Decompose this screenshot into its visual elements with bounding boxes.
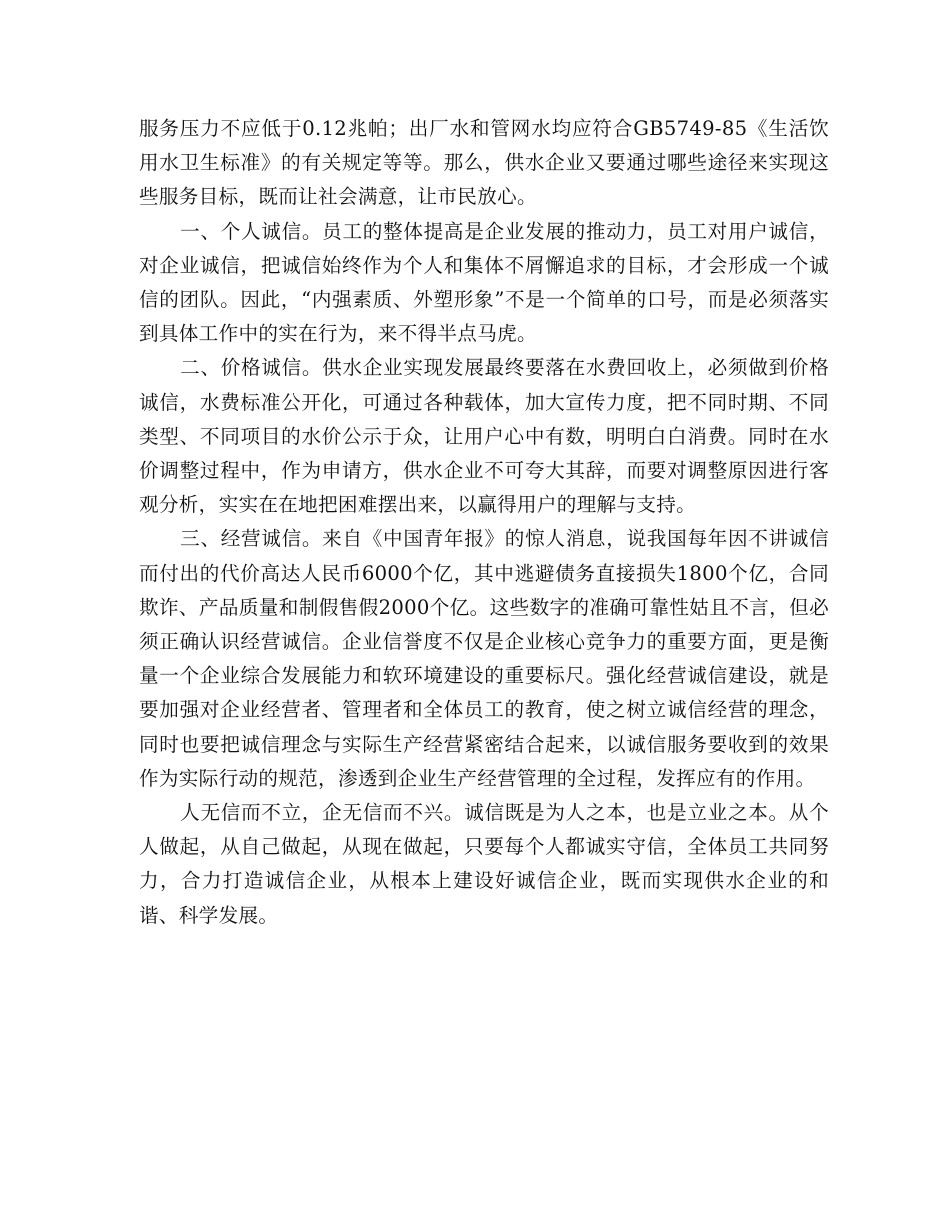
paragraph-conclusion: 人无信而不立，企无信而不兴。诚信既是为人之本，也是立业之本。从个人做起，从自己做起，从现在做起，只要每个人都诚实守信，全体员工共同努力，合力打造诚信企业，从根本上建设好诚信企业，既而实现供水企业的和谐、科学发展。: [139, 801, 829, 927]
paragraph-price-integrity: 二、价格诚信。供水企业实现发展最终要落在水费回收上，必须做到价格诚信，水费标准公开化，可通过各种载体，加大宣传力度，把不同时期、不同类型、不同项目的水价公示于众，让用户心中有数，明明白白消费。同时在水价调整过程中，作为申请方，供水企业不可夸大其辞，而要对调整原因进行客观分析，实实在在地把困难摆出来，以赢得用户的理解与支持。: [139, 356, 829, 517]
paragraph-business-integrity: 三、经营诚信。来自《中国青年报》的惊人消息，说我国每年因不讲诚信而付出的代价高达人民币6000个亿，其中逃避债务直接损失1800个亿，合同欺诈、产品质量和制假售假2000个亿。这些数字的准确可靠性姑且不言，但必须正确认识经营诚信。企业信誉度不仅是企业核心竞争力的重要方面，更是衡量一个企业综合发展能力和软环境建设的重要标尺。强化经营诚信建设，就是要加强对企业经营者、管理者和全体员工的教育，使之树立诚信经营的理念，同时也要把诚信理念与实际生产经营紧密结合起来，以诚信服务要收到的效果作为实际行动的规范，渗透到企业生产经营管理的全过程，发挥应有的作用。: [139, 527, 829, 790]
document-body: [139, 112, 829, 933]
paragraph-continuation: 服务压力不应低于0.12兆帕；出厂水和管网水均应符合GB5749-85《生活饮用水卫生标准》的有关规定等等。那么，供水企业又要通过哪些途径来实现这些服务目标，既而让社会满意，让市民放心。: [139, 117, 829, 209]
paragraph-personal-integrity: 一、个人诚信。员工的整体提高是企业发展的推动力，员工对用户诚信，对企业诚信，把诚信始终作为个人和集体不屑懈追求的目标，才会形成一个诚信的团队。因此，“内强素质、外塑形象”不是一个简单的口号，而是必须落实到具体工作中的实在行为，来不得半点马虎。: [139, 219, 829, 346]
